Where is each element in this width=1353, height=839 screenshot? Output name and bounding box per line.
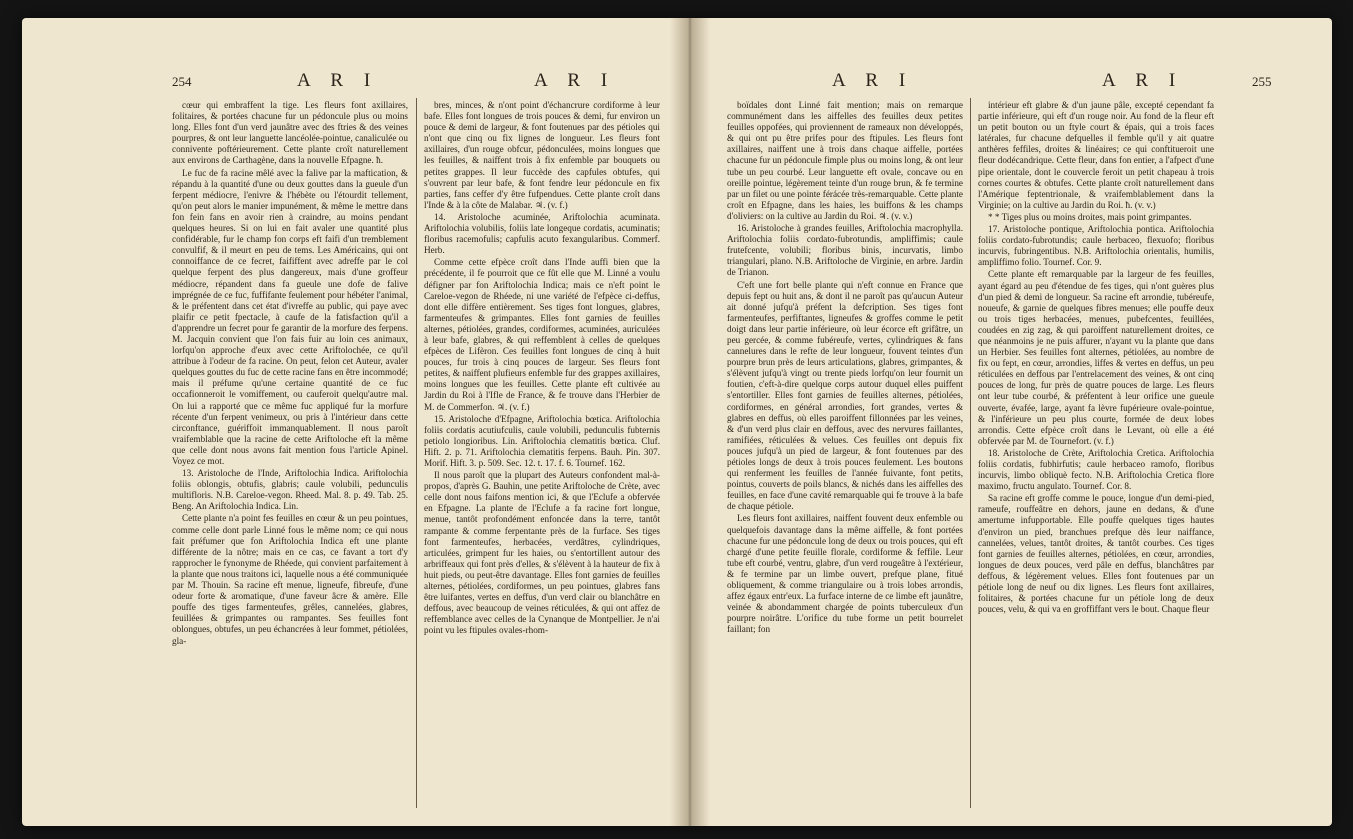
paragraph: boïdales dont Linné fait mention; mais on remarque communément dans les aiffelles des feuilles deux petites feuilles oppofées, qui proviennent de rameaux non développés, & qui ont pu être prifes pour des ftipules. Les fleurs font axillaires, naiffent une à trois dans chaque aiffelle, portées chacune fur un pédoncule fimple plus ou moins long, & ont leur tube un peu courbé. Leur languette eft ovale, concave ou en oreille pointue, légèrement teinte d'un rouge brun, & fe termine par un filet ou une pointe férácée très-remarquable. Cette plante croît en Efpagne, dans les haies, les buiffons & les champs d'oliviers: on la cultive au Jardin du Roi. ♃. (v. v.) [727,100,963,221]
page-number: 255 [1252,74,1272,89]
running-head: A R I [534,70,616,91]
text-column-3 [727,100,963,808]
paragraph: 15. Aristoloche d'Efpagne, Ariftolochia bœtica. Ariftolochia foliis cordatis acutiufculis, caule volubili, pedunculis fubternis petiolo longioribus. Lin. Ariftolochia clematitis bœtica. Cluf. Hift. 2. p. 71. Ariftolochia clematitis ferpens. Bauh. Pin. 307. Morif. Hift. 3. p. 509. Sec. 12. t. 17. f. 6. Tournef. 162. [424,413,660,468]
running-head: A R I [1102,70,1184,91]
paragraph: 17. Aristoloche pontique, Ariftolochia pontica. Ariftolochia foliis cordato-fubrotundis; caule herbaceo, flexuofo; floribus incurvis, fubringentibus. N.B. Ariftolochia orientalis, humilis, ampliffimo folio. Tournef. Cor. 9. [978,224,1214,268]
paragraph: Les fleurs font axillaires, naiffent fouvent deux enfemble ou quelquefois davantage dans la même aiffelle, & font portées chacune fur une pédoncule long de deux ou trois pouces, qui eft chargé d'une petite feuille florale, cordiforme & feffile. Leur tube eft courbé, ventru, glabre, d'un verd rougeâtre à l'extérieur, & fe termine par un limbe ouvert, prefque plane, fitué obliquement, & comme triangulaire ou à trois lobes arrondis, affez égaux entr'eux. La furface interne de ce limbe eft jaunâtre, veinée & abondamment chargée de points tuberculeux d'un pourpre noirâtre. L'orifice du tube forme un petit bourrelet faillant; fon [727,513,963,635]
paragraph: C'eft une fort belle plante qui n'eft connue en France que depuis fept ou huit ans, & dont il ne paroît pas qu'aucun Auteur ait donné jufqu'à préfent la defcription. Ses tiges font farmenteufes, perfiftantes, ligneufes & groffes comme le petit doigt dans leur partie inférieure, où leur écorce eft grifâtre, un peu gercée, & comme fubéreufe, vertes, cylindriques & fans cannelures dans le refte de leur longueur, fouvent teintes d'un pourpre brun près de leurs articulations, glabres, grimpantes, & s'élèvent jufqu'à vingt ou trente pieds lorfqu'on leur fournit un foutien, c'eft-à-dire quelque corps autour duquel elles puiffent s'entortiller. Elles font garnies de feuilles alternes, pétiolées, cordiformes, en général arrondies, fort grandes, vertes & glabres en deffus, où elles paroiffent fillonnées par les veines, & d'un verd plus clair en deffous, avec des nervures faillantes, ramifiées, réticulées & velues. Ces feuilles ont depuis fix pouces jufqu'à un pied de largeur, & font foutenues par des pétioles longs de deux à trois pouces feulement. Les boutons qui renferment les feuilles de l'année fuivante, font petits, pointus, couverts de poils blancs, & nichés dans les aiffelles des feuilles, en face d'une cavité remarquable qui fe trouve à la bafe de chaque pétiole. [727,279,963,512]
page-number: 254 [172,74,192,89]
text-column-1 [172,100,408,808]
running-head: A R I [832,70,914,91]
paragraph: cœur qui embraffent la tige. Les fleurs font axillaires, folitaires, & portées chacune fur un pédoncule plus ou moins long. Elles font d'un verd jaunâtre avec des ftries & des veines pourpres, & ont leur languette lancéolée-pointue, canaliculée ou connivente poftérieurement. Cette plante croît naturellement aux environs de Carthagène, dans la nouvelle Efpagne. ħ. [172,100,408,166]
book-spread [22,18,1332,826]
paragraph: Sa racine eft groffe comme le pouce, longue d'un demi-pied, rameufe, rouffeâtre en dehors, jaune en dedans, & d'une amertume infupportable. Elle pouffe quelques tiges hautes d'environ un pied, branchues prefque dès leur naiffance, cannelées, velues, tantôt droites, & tantôt courbes. Ces tiges font garnies de feuilles alternes, pétiolées, en cœur, arrondies, longues de deux pouces, verd pâle en deffus, blanchâtres par deffous, & légèrement velues. Elles font foutenues par un pétiole long de neuf ou dix lignes. Les fleurs font axillaires, folitaires, & portées chacune fur un pétiole long de deux pouces, velu, & qui va en groffiffant vers le bout. Chaque fleur [978,493,1214,615]
running-head: A R I [297,70,379,91]
paragraph: 18. Aristoloche de Crète, Ariftolochia Cretica. Ariftolochia foliis cordatis, fubhirfutis; caule herbaceo ramofo, floribus incurvis, limbo obliquè fecto. N.B. Ariftolochia Cretica flore maximo, fructu angulato. Tournef. Cor. 8. [978,447,1214,492]
paragraph: * * Tiges plus ou moins droites, mais point grimpantes. [988,211,1192,222]
paragraph: intérieur eft glabre & d'un jaune pâle, excepté cependant fa partie inférieure, qui eft d'un rouge noir. Au fond de la fleur eft un petit bouton ou un ftyle court & épais, qui a trois faces latérales, fur chacune defquelles il femble qu'il y ait quatre anthères feffiles, droites & linéaires; ce qui conftitueroit une fleur dodécandrique. Cette fleur, dans fon entier, a l'afpect d'une pipe orientale, dont le couvercle feroit un petit chapeau à trois cornes courtes & obtufes. Cette plante croît naturellement dans l'Amérique feptentrionale, & vraifemblablement dans la Virginie; on la cultive au Jardin du Roi. ħ. (v. v.) [978,100,1214,210]
paragraph: Comme cette efpèce croît dans l'Inde auffi bien que la précédente, il fe pourroit que ce fût elle que M. Linné a voulu défigner par fon Ariftolochia Indica; mais ce n'eft point le Careloe-vegon de Rhéede, ni une variété de l'efpèce ci-deffus, dont elle diffère entièrement. Ses tiges font longues, glabres, farmenteufes & grimpantes. Elles font garnies de feuilles alternes, pétiolées, grandes, cordiformes, acuminées, auriculées à leur bafe, glabres, & qui reffemblent à celles de quelques efpèces de Lifèron. Ces feuilles font longues de cinq à huit pouces, fur trois à cinq pouces de largeur. Ses fleurs font petites, & naiffent plufieurs enfemble fur des grappes axillaires, moins longues que les feuilles. Cette plante eft cultivée au Jardin du Roi à l'Ifle de France, & fe trouve dans l'Herbier de M. de Commerfon. ♃. (v. f.) [424,257,660,412]
paragraph: Le fuc de fa racine mêlé avec la falive par la maftication, & répandu à la quantité d'une ou deux gouttes dans la gueule d'un ferpent médiocre, l'enivre & l'hébète ou l'étourdit tellement, qu'on peut alors le manier impunément, & même le mettre dans fon fein fans en avoir rien à craindre, au moins pendant quelques heures. Si on lui en fait avaler une quantité plus confidérable, fur le champ fon corps eft faifi d'un tremblement convulfif, & il meurt en peu de tems. Les Américains, qui ont connoiffance de ce fecret, faififfent avec adreffe par le col quelque ferpent des plus dangereux, mais d'une groffeur médiocre, répandent dans fa gueule une dofe de falive imprégnée de ce fuc, fuffifante feulement pour hébéter l'animal, & le préfentent dans cet état d'ivreffe au public, qui paye avec plaifir ce petit fpectacle, à caufe de la fatisfaction qu'il a d'apprendre un fecret pour fe garantir de la morfure des ferpens. M. Jacquin convient que l'on fais fuir au loin ces animaux, lorfqu'on approche d'eux avec cette Ariftolochée, ce qu'il attribue à l'odeur de fa racine. On peut, felon cet Auteur, avaler quelques gouttes du fuc de cette racine fans en être incommodé; mais il préfume qu'une certaine quantité de ce fuc occafionneroit le vomiffement, ou cauferoit quelqu'autre mal. On lui a rapporté que ce même fuc appliqué fur la morfure récente d'un ferpent venimeux, ou pris à l'intérieur dans cette circonftance, guériffoit immanquablement. Il nous paroît vraifemblable que la racine de cette Ariftoloche eft la même que celle dont nous avons fait mention fous l'article Apinel. Voyez ce mot. [172,167,408,466]
text-column-2 [424,100,660,808]
right-page-header [682,70,1332,94]
left-page-header [22,70,682,94]
paragraph: 13. Aristoloche de l'Inde, Ariftolochia Indica. Ariftolochia foliis oblongis, obtufis, glabris; caule volubili, pedunculis multifloris. N.B. Careloe-vegon. Rheed. Mal. 8. p. 49. Tab. 25. Beng. An Ariftolochia Indica. Lin. [172,468,408,512]
paragraph: 16. Aristoloche à grandes feuilles, Ariftolochia macrophylla. Ariftolochia foliis cordato-fubrotundis, ampliffimis; caule frutefcente, volubili; floribus binis, incurvatis, limbo triangulari, plano. N.B. Ariftoloche de Virginie, en arbre. Jardin de Trianon. [727,223,963,278]
paragraph: Cette plante n'a point fes feuilles en cœur & un peu pointues, comme celle dont parle Linné fous le même nom; ce qui nous fait préfumer que fon Ariftolochia Indica eft une plante différente de la nôtre; mais en ce cas, ce favant a tort d'y rapprocher le fynonyme de Rhéede, qui convient parfaitement à la plante que nous traitons ici, laquelle nous a été communiquée par M. Thouin. Sa racine eft menue, ligneufe, fibreufe, d'une odeur forte & aromatique, d'une faveur âcre & amère. Elle pouffe des tiges farmenteufes, grêles, cannelées, glabres, feuillées & grimpantes ou rampantes. Ses feuilles font oblongues, obtufes, un peu échancrées à leur fommet, pétiolées, gla- [172,513,408,646]
paragraph: Cette plante eft remarquable par la largeur de fes feuilles, ayant égard au peu d'étendue de fes tiges, qui n'ont guères plus d'un pied & demi de longueur. Sa racine eft arrondie, tubéreufe, noueufe, & garnie de quelques fibres menues; elle pouffe deux ou trois tiges herbacées, menues, pubefcentes, feuillées, coudées en zig zag, & qui paroiffent naturellement droites, ce que néanmoins je ne puis affurer, n'ayant vu la plante que dans un Herbier. Ses feuilles font alternes, pétiolées, au nombre de fix ou fept, en cœur, arrondies, liffes & vertes en deffus, un peu réticulées en deffous par l'entrelacement des veines, & ont cinq pouces de long, fur près de quatre pouces de large. Les fleurs ont leur tube courbé, & préfentent à leur orifice une gueule ouverte, évafée, large, ayant fa lèvre fupérieure ovale-pointue, & l'inférieure un peu plus courte, formée de deux lobes arrondis. Cette efpèce croît dans le Levant, où elle a été obfervée par M. de Tournefort. (v. f.) [978,269,1214,446]
paragraph: bres, minces, & n'ont point d'échancrure cordiforme à leur bafe. Elles font longues de trois pouces & demi, fur environ un pouce & demi de largeur, & font foutenues par des pétioles qui n'ont que cinq ou fix lignes de longueur. Les fleurs font axillaires, d'un rouge obfcur, pédonculées, moins longues que les feuilles, & naiffent trois à fix enfemble par bouquets ou petites grappes. Il leur fuccède des capfules obtufes, qui s'ouvrent par leur bafe, & font fendre leur pédoncule en fix parties, fans ceffer d'y être fufpendues. Cette plante croît dans l'Inde & à la côte de Malabar. ♃. (v. f.) [424,100,660,210]
right-page [682,18,1332,826]
column-divider [416,98,417,808]
paragraph: 14. Aristoloche acuminée, Ariftolochia acuminata. Ariftolochia volubilis, foliis late longeque cordatis, acuminatis; floribus racemofulis; capfulis acuto fexangularibus. Commerf. Herb. [424,211,660,256]
left-page [22,18,682,826]
text-column-4 [978,100,1214,808]
paragraph: Il nous paroît que la plupart des Auteurs confondent mal-à-propos, d'après G. Bauhin, une petite Ariftoloche de Crète, avec celle dont nous faifons mention ici, & que l'Eclufe a obfervée en Efpagne. La plante de l'Eclufe a fa racine fort longue, menue, tantôt profondément enfoncée dans la terre, tantôt rampante & comme ferpentante près de la furface. Ses tiges font farmenteufes, herbacées, verdâtres, cylindriques, articulées, grimpent fur les haies, ou s'entortillent autour des arbriffeaux qui font près d'elles, & s'élèvent à la hauteur de fix à huit pieds, ou peut-être davantage. Elles font garnies de feuilles alternes, pétiolées, cordiformes, un peu pointues, glabres fans être luifantes, vertes en deffus, d'un verd clair ou blanchâtre en deffous, avec beaucoup de veines réticulées, & qui ont affez de reffemblance avec celles de la Cynanque de Montpellier. Je n'ai point vu les ftipules ovales-rhom- [424,470,660,636]
column-divider [970,98,971,808]
